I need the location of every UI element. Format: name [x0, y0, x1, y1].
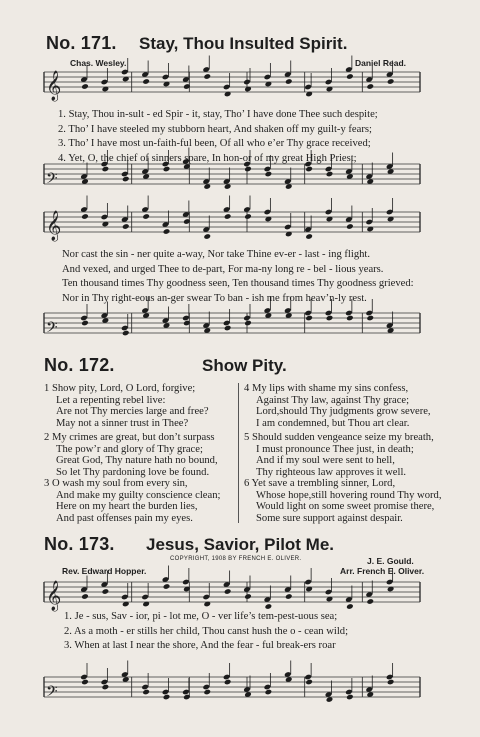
stanza-line: And past offenses pain my eyes. [56, 512, 193, 524]
stanza-line: And if my soul were sent to hell, [256, 455, 395, 467]
composer-credit: Daniel Read. [355, 58, 407, 68]
stanza-line: Here on my heart the burden lies, [56, 501, 198, 513]
svg-text:𝄢: 𝄢 [46, 683, 58, 704]
stanza-line: Great God, Thy nature hath no bound, [56, 455, 218, 467]
svg-text:𝄞: 𝄞 [46, 581, 62, 611]
stanza-line: The pow’r and glory of Thy grace; [56, 443, 203, 455]
hymn-title: Jesus, Savior, Pilot Me. [146, 535, 335, 554]
stanza-line: 6 Yet save a trembling sinner, Lord, [244, 478, 396, 489]
stanza-line: Lord,should Thy judgments grow severe, [256, 406, 431, 418]
stanza-line: Are not Thy mercies large and free? [56, 406, 209, 418]
stanza-line: Some sure support against despair. [256, 512, 403, 524]
stanza-line: And make my guilty conscience clean; [56, 489, 221, 501]
lyric-line: 2. As a moth - er stills her child, Thou canst hush the o - cean wild; [64, 625, 349, 637]
hymn-number: No. 172. [44, 355, 115, 375]
stanza-line: Would light on some sweet promise there, [256, 501, 435, 513]
hymn-number: No. 171. [46, 33, 117, 53]
svg-text:𝄢: 𝄢 [46, 170, 58, 191]
svg-text:𝄞: 𝄞 [46, 71, 62, 101]
arranger-credit: Arr. French E. Oliver. [340, 566, 425, 576]
lyric-line: 3. Tho’ I have most un-faith-ful been, Of all who e’er Thy grace received; [58, 138, 371, 150]
lyric-line: And vexed, and urged Thee to de-part, For ma-ny long re - bel - lious years. [62, 263, 384, 275]
stanza-line: Whose hope,still hovering round Thy word, [256, 489, 442, 501]
lyric-line: 1. Je - sus, Sav - ior, pi - lot me, O - ver life’s tem-pest-uous sea; [64, 611, 338, 622]
stanza-line: 4 My lips with shame my sins confess, [244, 383, 409, 394]
stanza-line: I am condemned, but Thou art clear. [256, 417, 410, 429]
svg-text:𝄞: 𝄞 [46, 211, 62, 241]
stanza-line: I must pronounce Thee just, in death; [256, 443, 414, 455]
svg-text:𝄢: 𝄢 [46, 319, 58, 340]
hymn-number: No. 173. [44, 534, 115, 554]
stanza-line: So let Thy pardoning love be found. [56, 466, 210, 478]
lyric-line: 4. Yet, O, the chief of sinners spare, In hon-or of my great High Priest; [58, 152, 357, 164]
lyric-line: Nor cast the sin - ner quite a-way, Nor take Thine ev-er - last - ing flight. [62, 249, 370, 260]
stanza-line: May not a sinner trust in Thee? [56, 417, 189, 429]
stanza-line: 3 O wash my soul from every sin, [44, 478, 188, 489]
stanza-line: 1 Show pity, Lord, O Lord, forgive; [44, 383, 196, 394]
lyric-line: 1. Stay, Thou in-sult - ed Spir - it, stay, Tho’ I have done Thee such despite; [58, 109, 378, 120]
hymn-title: Show Pity. [202, 356, 287, 375]
composer-credit: J. E. Gould. [367, 556, 414, 566]
stanza-line: Thy righteous law approves it well. [256, 466, 407, 478]
hymn-title: Stay, Thou Insulted Spirit. [139, 34, 348, 53]
lyric-line: Ten thousand times Thy goodness seen, Ten thousand times Thy goodness grieved: [62, 278, 414, 290]
stanza-line: Against Thy law, against Thy grace; [256, 394, 410, 406]
copyright-notice: COPYRIGHT, 1908 BY FRENCH E. OLIVER. [170, 556, 302, 562]
stanza-line: Let a repenting rebel live: [56, 394, 166, 406]
lyric-line: Nor in Thy right-eous an-ger swear To ban - ish me from heav’n-ly rest. [62, 292, 367, 304]
verse-lyrics-3 [64, 610, 348, 654]
stanza-line: 2 My crimes are great, but don’t surpass [44, 432, 215, 443]
author-credit: Chas. Wesley. [70, 58, 127, 68]
lyric-line: 2. Tho’ I have steeled my stubborn heart, And shaken off my guilt-y fears; [58, 123, 372, 135]
lyric-line: 3. When at last I near the shore, And the fear - ful break-ers roar [64, 640, 336, 652]
author-credit: Rev. Edward Hopper. [62, 566, 147, 576]
stanza-line: 5 Should sudden vengeance seize my breath, [244, 432, 434, 443]
